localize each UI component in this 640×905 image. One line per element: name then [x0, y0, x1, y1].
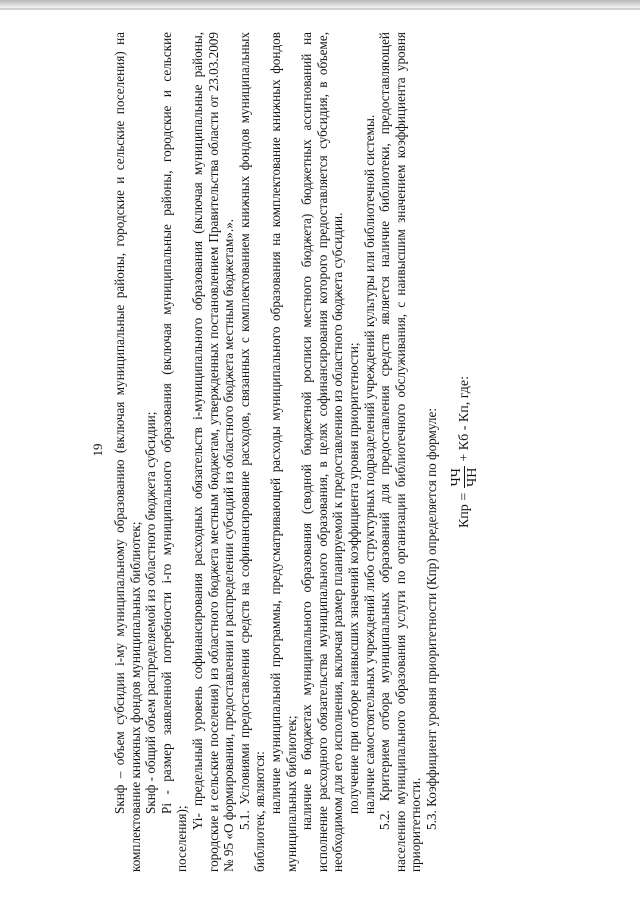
scan-border-line [0, 8, 640, 10]
paragraph-condition-program: наличие муниципальной программы, предусматривающей расходы муниципального образования на комплектование книжных фондов муниципальных библиотек; [267, 32, 299, 872]
formula-rhs: + Кб - Кп, где: [457, 375, 473, 462]
document-page [90, 20, 560, 880]
paragraph-section-5-3: 5.3. Коэффициент уровня приоритетности (Кпр) определяется по формуле: [423, 407, 439, 830]
page-number: 19 [90, 443, 105, 457]
scan-top-edge [0, 0, 640, 8]
formula-numerator: ЧЧ [449, 468, 465, 487]
paragraph-definition-s: Sкнф – объем субсидии i-му муниципальному образованию (включая муниципальные районы, городские и сельские поселения) на комплектование книжных фондов муниципальных библиотек; [112, 32, 143, 872]
paragraph-condition-institutions: наличие самостоятельных учреждений либо структурных подразделений учреждений культуры или библиотечной системы. [361, 114, 377, 814]
paragraph-definition-p: Pi - размер заявленной потребности i-го муниципального образования (включая муниципальные районы, городские и сельские поселения); [158, 32, 190, 872]
paragraph-condition-priority: получение при отборе наивысших значений коэффициента уровня приоритетности; [345, 342, 361, 814]
paragraph-condition-budget: наличие в бюджетах муниципального образования (сводной бюджетной росписи местного бюджета) бюджетных ассигнований на исполнение расходного обязательства муниципального образования, в целях софинансирования которого предоставляется субсидия, в объеме, необходимом для его исполнения, включая размер планируемой к предоставлению из областного бюджета субсидии. [299, 32, 346, 872]
rotated-text-block [90, 20, 560, 880]
formula-fraction [449, 466, 480, 489]
paragraph-definition-y: Yi- предельный уровень софинансирования расходных обязательств i-муниципального образования (включая муниципальные районы, городские и сельские поселения) из областного бюджета местным бюджетам, утвержденных постановлением Правительства области от 23.03.2009 № 95 «О формировании, предоставлении и распределении субсидий из областного бюджета местным бюджетам».». [189, 32, 237, 872]
priority-formula [449, 32, 480, 872]
paragraph-definition-total: Sкнф - общий объем распределяемой из областного бюджета субсидии; [143, 411, 159, 814]
paragraph-section-5-1: 5.1. Условиями предоставления средств на софинансирование расходов, связанных с комплектованием книжных фондов муниципальных библиотек, являются: [236, 32, 268, 872]
formula-denominator: ЧН [465, 467, 481, 487]
document-body [112, 32, 480, 872]
formula-lhs: Кпр = [457, 492, 473, 529]
paragraph-section-5-2: 5.2. Критерием отбора муниципальных образований для предоставления средств является наличие библиотеки, предоставляющей населению муниципального образования услуги по организации библиотечного обслуживания, с наивысшим значением коэффициента уровня приоритетности. [377, 32, 424, 872]
